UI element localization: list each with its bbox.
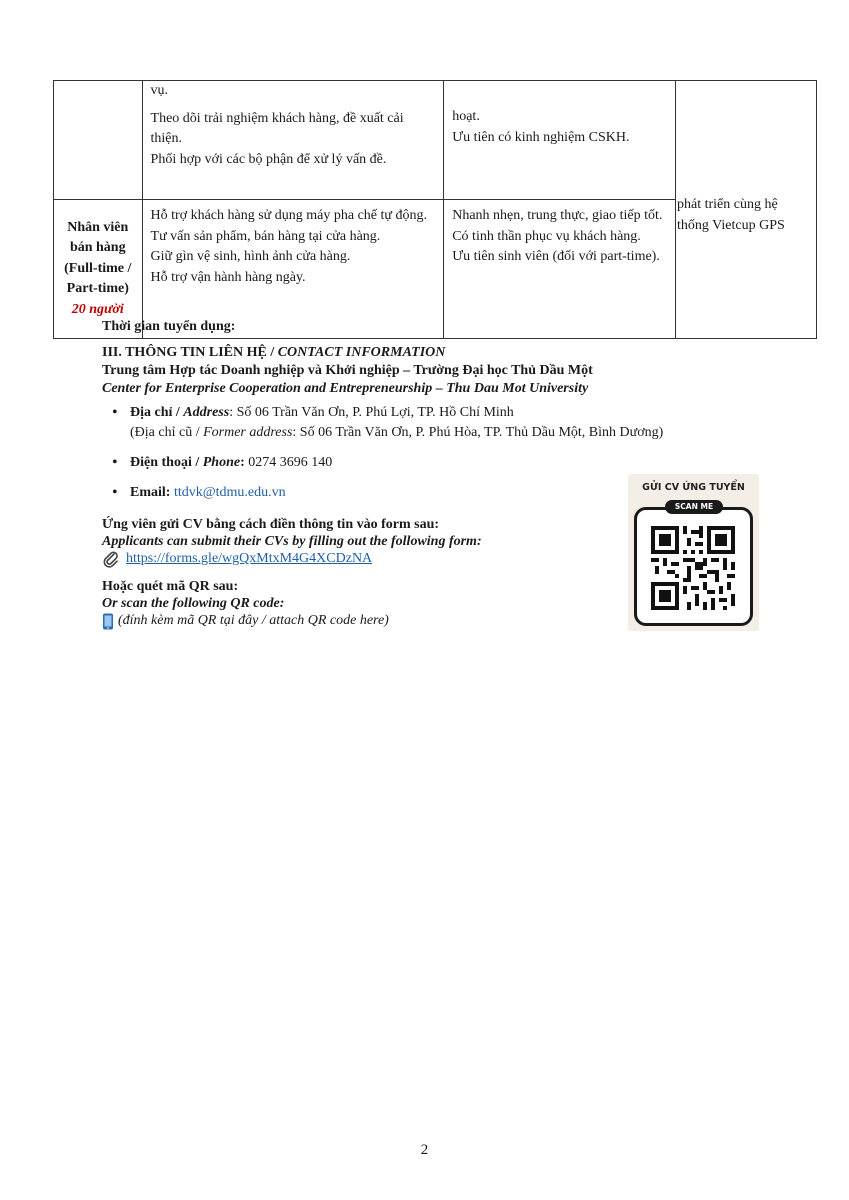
requirement-line: Ưu tiên sinh viên (đối với part-time).: [452, 249, 660, 264]
headcount: 20 người: [71, 301, 124, 317]
form-url-link[interactable]: https://forms.gle/wgQxMtxM4G4XCDzNA: [126, 551, 373, 566]
description-line: Phối hợp với các bộ phận để xử lý vấn đề.: [150, 151, 387, 167]
qr-note: (đính kèm mã QR tại đây / attach QR code here): [118, 613, 389, 628]
contact-heading-vn: III. THÔNG TIN LIÊN HỆ /: [102, 345, 278, 360]
contact-list: [102, 403, 663, 513]
description-line: Hỗ trợ khách hàng sử dụng máy pha chế tự động.: [150, 208, 427, 223]
contact-heading-en: CONTACT INFORMATION: [277, 345, 446, 360]
form-line-vn: Ứng viên gửi CV bằng cách điền thông tin vào form sau:: [102, 517, 440, 532]
former-address-value: : Số 06 Trần Văn Ơn, P. Phú Hòa, TP. Thủ Dầu Một, Bình Dương): [292, 425, 664, 440]
description-line: Hỗ trợ vận hành hàng ngày.: [150, 269, 306, 285]
address-value: : Số 06 Trần Văn Ơn, P. Phú Lợi, TP. Hồ Chí Minh: [229, 405, 514, 420]
description-line: Theo dõi trải nghiệm khách hàng, đề xuất cải thiện.: [150, 110, 404, 146]
address-label-en: Address: [183, 405, 230, 420]
contact-heading: [102, 344, 445, 362]
requirement-line: Nhanh nhẹn, trung thực, giao tiếp tốt.: [452, 208, 663, 223]
email-label: Email:: [130, 485, 171, 500]
qr-line-en: Or scan the following QR code:: [102, 596, 285, 611]
form-line-en: Applicants can submit their CVs by filling out the following form:: [102, 534, 482, 549]
former-address-prefix: (Địa chỉ cũ /: [130, 425, 204, 440]
mobile-phone-icon: [102, 613, 114, 630]
requirements-cell: [444, 81, 676, 200]
qr-line-vn: Hoặc quét mã QR sau:: [102, 579, 239, 594]
qr-code-card: [628, 474, 759, 631]
phone-label-en: Phone: [202, 455, 241, 470]
description-line: vụ.: [150, 83, 169, 98]
email-link[interactable]: ttdvk@tdmu.edu.vn: [173, 485, 286, 500]
phone-item: • Điện thoại / Phone: 0274 3696 140: [102, 453, 663, 473]
qr-note-row: [102, 612, 389, 630]
benefits-text: phát triển cùng hệ thống Vietcup GPS: [677, 197, 785, 233]
description-line: Giữ gìn vệ sinh, hình ảnh cửa hàng.: [150, 249, 351, 264]
phone-label: Điện thoại /: [130, 455, 203, 470]
qr-code-image[interactable]: [651, 526, 735, 610]
requirement-line: hoạt.: [452, 109, 480, 124]
address-item: [102, 403, 663, 443]
org-name-en: Center for Enterprise Cooperation and Entrepreneurship – Thu Dau Mot University: [102, 381, 589, 396]
position-cell: [54, 81, 143, 200]
phone-value: 0274 3696 140: [248, 455, 333, 470]
requirement-line: Ưu tiên có kinh nghiệm CSKH.: [452, 129, 630, 145]
position-type: (Full-time /: [64, 260, 132, 276]
former-address-label: Former address: [203, 425, 293, 440]
requirements-cell: [444, 200, 676, 339]
qr-card-title: GỬI CV ỨNG TUYỂN: [642, 482, 745, 493]
description-cell: [142, 81, 444, 200]
position-title: bán hàng: [69, 240, 126, 256]
email-item: [102, 483, 663, 503]
page-number: 2: [420, 1142, 429, 1158]
address-label: Địa chỉ /: [130, 405, 184, 420]
requirement-line: Có tinh thần phục vụ khách hàng.: [452, 228, 641, 244]
recruit-time-label: Thời gian tuyển dụng:: [102, 319, 236, 334]
org-name-vn: Trung tâm Hợp tác Doanh nghiệp và Khởi nghiệp – Trường Đại học Thủ Dầu Một: [102, 363, 593, 378]
form-link-row: [102, 550, 372, 568]
position-type: Part-time): [66, 281, 129, 297]
paperclip-icon: [102, 550, 120, 568]
table-row: [54, 81, 817, 200]
scan-me-badge: SCAN ME: [665, 500, 723, 514]
position-title: Nhân viên: [67, 219, 129, 235]
description-line: Tư vấn sản phẩm, bán hàng tại cửa hàng.: [150, 228, 381, 244]
